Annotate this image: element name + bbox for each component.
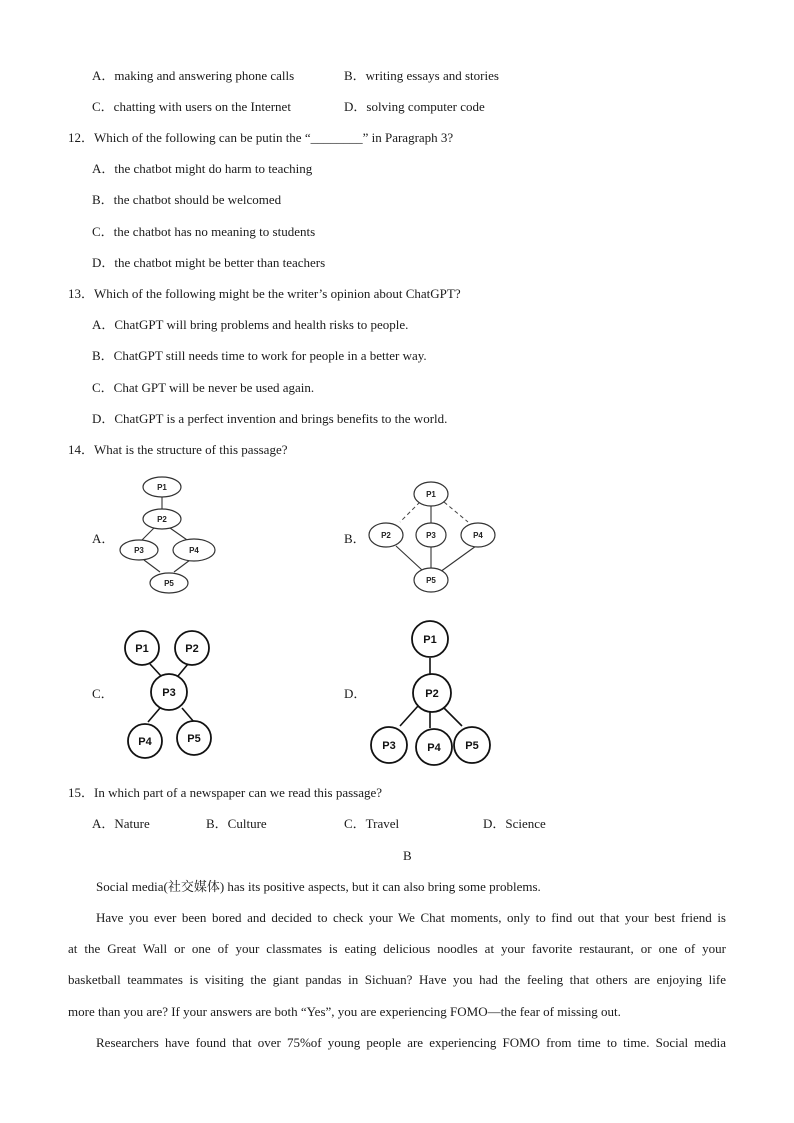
q14-option-d-label: D． [344,686,367,701]
edge-b-p4-p5 [440,546,476,572]
q12-option-b: B．the chatbot should be welcomed [92,192,282,207]
diagram-b-label-p2: P2 [381,531,391,540]
q15-option-b: B．Culture [206,816,267,831]
section-b-paragraph-2-line-1: Have you ever been bored and decided to check your We Chat moments, only to find out that your best friend is [96,910,726,925]
diagram-c [120,624,220,764]
diagram-a-label-p4: P4 [189,546,199,555]
q13-option-d: D．ChatGPT is a perfect invention and brings benefits to the world. [92,411,448,426]
diagram-d [366,618,498,766]
q11-option-a: A．making and answering phone calls [92,68,295,83]
diagram-b [364,478,504,596]
section-b-paragraph-3-line-1: Researchers have found that over 75%of young people are experiencing FOMO from time to time. Social media [96,1035,726,1050]
diagram-d-label-p4: P4 [427,742,441,754]
q14-option-a-label: A． [92,531,115,546]
diagram-b-label-p4: P4 [473,531,483,540]
edge-d-p2-p3 [400,706,418,726]
q11-option-d: D．solving computer code [344,99,485,114]
q15-option-c: C．Travel [344,816,400,831]
edge-d-p2-p5 [442,706,462,726]
q12-option-a: A．the chatbot might do harm to teaching [92,161,313,176]
section-b-paragraph-1: Social media(社交媒体) has its positive aspects, but it can also bring some problems. [96,879,541,894]
q13-option-b: B．ChatGPT still needs time to work for people in a better way. [92,348,427,363]
edge-c-p2-p3 [178,664,188,676]
edge-c-p3-p5 [182,708,194,722]
diagram-c-label-p5: P5 [187,733,201,745]
edge-a-p4-p5 [174,560,190,572]
diagram-a-label-p5: P5 [164,579,174,588]
edge-a-p3-p5 [144,560,160,572]
edge-b-p1-p4 [444,502,468,522]
diagram-c-label-p3: P3 [162,687,176,699]
q13-stem: 13．Which of the following might be the writer’s opinion about ChatGPT? [68,286,461,301]
q11-option-b: B．writing essays and stories [344,68,499,83]
diagram-a-label-p3: P3 [134,546,144,555]
q14-option-c-label: C． [92,686,114,701]
q12-option-d: D．the chatbot might be better than teachers [92,255,326,270]
diagram-c-label-p1: P1 [135,643,149,655]
diagram-c-label-p2: P2 [185,643,199,655]
q14-stem: 14．What is the structure of this passage? [68,442,288,457]
edge-c-p3-p4 [148,708,160,722]
edge-b-p1-p2 [400,502,420,522]
diagram-b-label-p5: P5 [426,576,436,585]
q12-stem: 12．Which of the following can be putin the “________” in Paragraph 3? [68,130,454,145]
diagram-c-label-p4: P4 [138,736,152,748]
edge-b-p2-p5 [396,546,422,570]
diagram-b-label-p1: P1 [426,490,436,499]
diagram-d-label-p5: P5 [465,740,479,752]
diagram-d-label-p2: P2 [425,688,439,700]
diagram-a [112,472,232,597]
section-b-heading: B [403,848,412,863]
q11-option-c: C．chatting with users on the Internet [92,99,291,114]
q13-option-c: C．Chat GPT will be never be used again. [92,380,315,395]
q15-option-a: A．Nature [92,816,150,831]
diagram-a-label-p2: P2 [157,515,167,524]
section-b-paragraph-2-line-3: basketball teammates is visiting the giant pandas in Sichuan? Have you had the feeling that others are enjoying life [68,972,726,987]
diagram-a-label-p1: P1 [157,483,167,492]
q12-option-c: C．the chatbot has no meaning to students [92,224,316,239]
diagram-d-label-p3: P3 [382,740,396,752]
diagram-b-label-p3: P3 [426,531,436,540]
q15-option-d: D．Science [483,816,546,831]
q15-stem: 15．In which part of a newspaper can we read this passage? [68,785,383,800]
q13-option-a: A．ChatGPT will bring problems and health risks to people. [92,317,409,332]
section-b-paragraph-2-line-2: at the Great Wall or one of your classmates is eating delicious noodles at your favorite restaurant, or one of your [68,941,726,956]
edge-c-p1-p3 [150,664,161,676]
diagram-d-label-p1: P1 [423,634,437,646]
section-b-paragraph-2-line-4: more than you are? If your answers are both “Yes”, you are experiencing FOMO—the fear of missing out. [68,1004,621,1019]
q14-option-b-label: B． [344,531,366,546]
